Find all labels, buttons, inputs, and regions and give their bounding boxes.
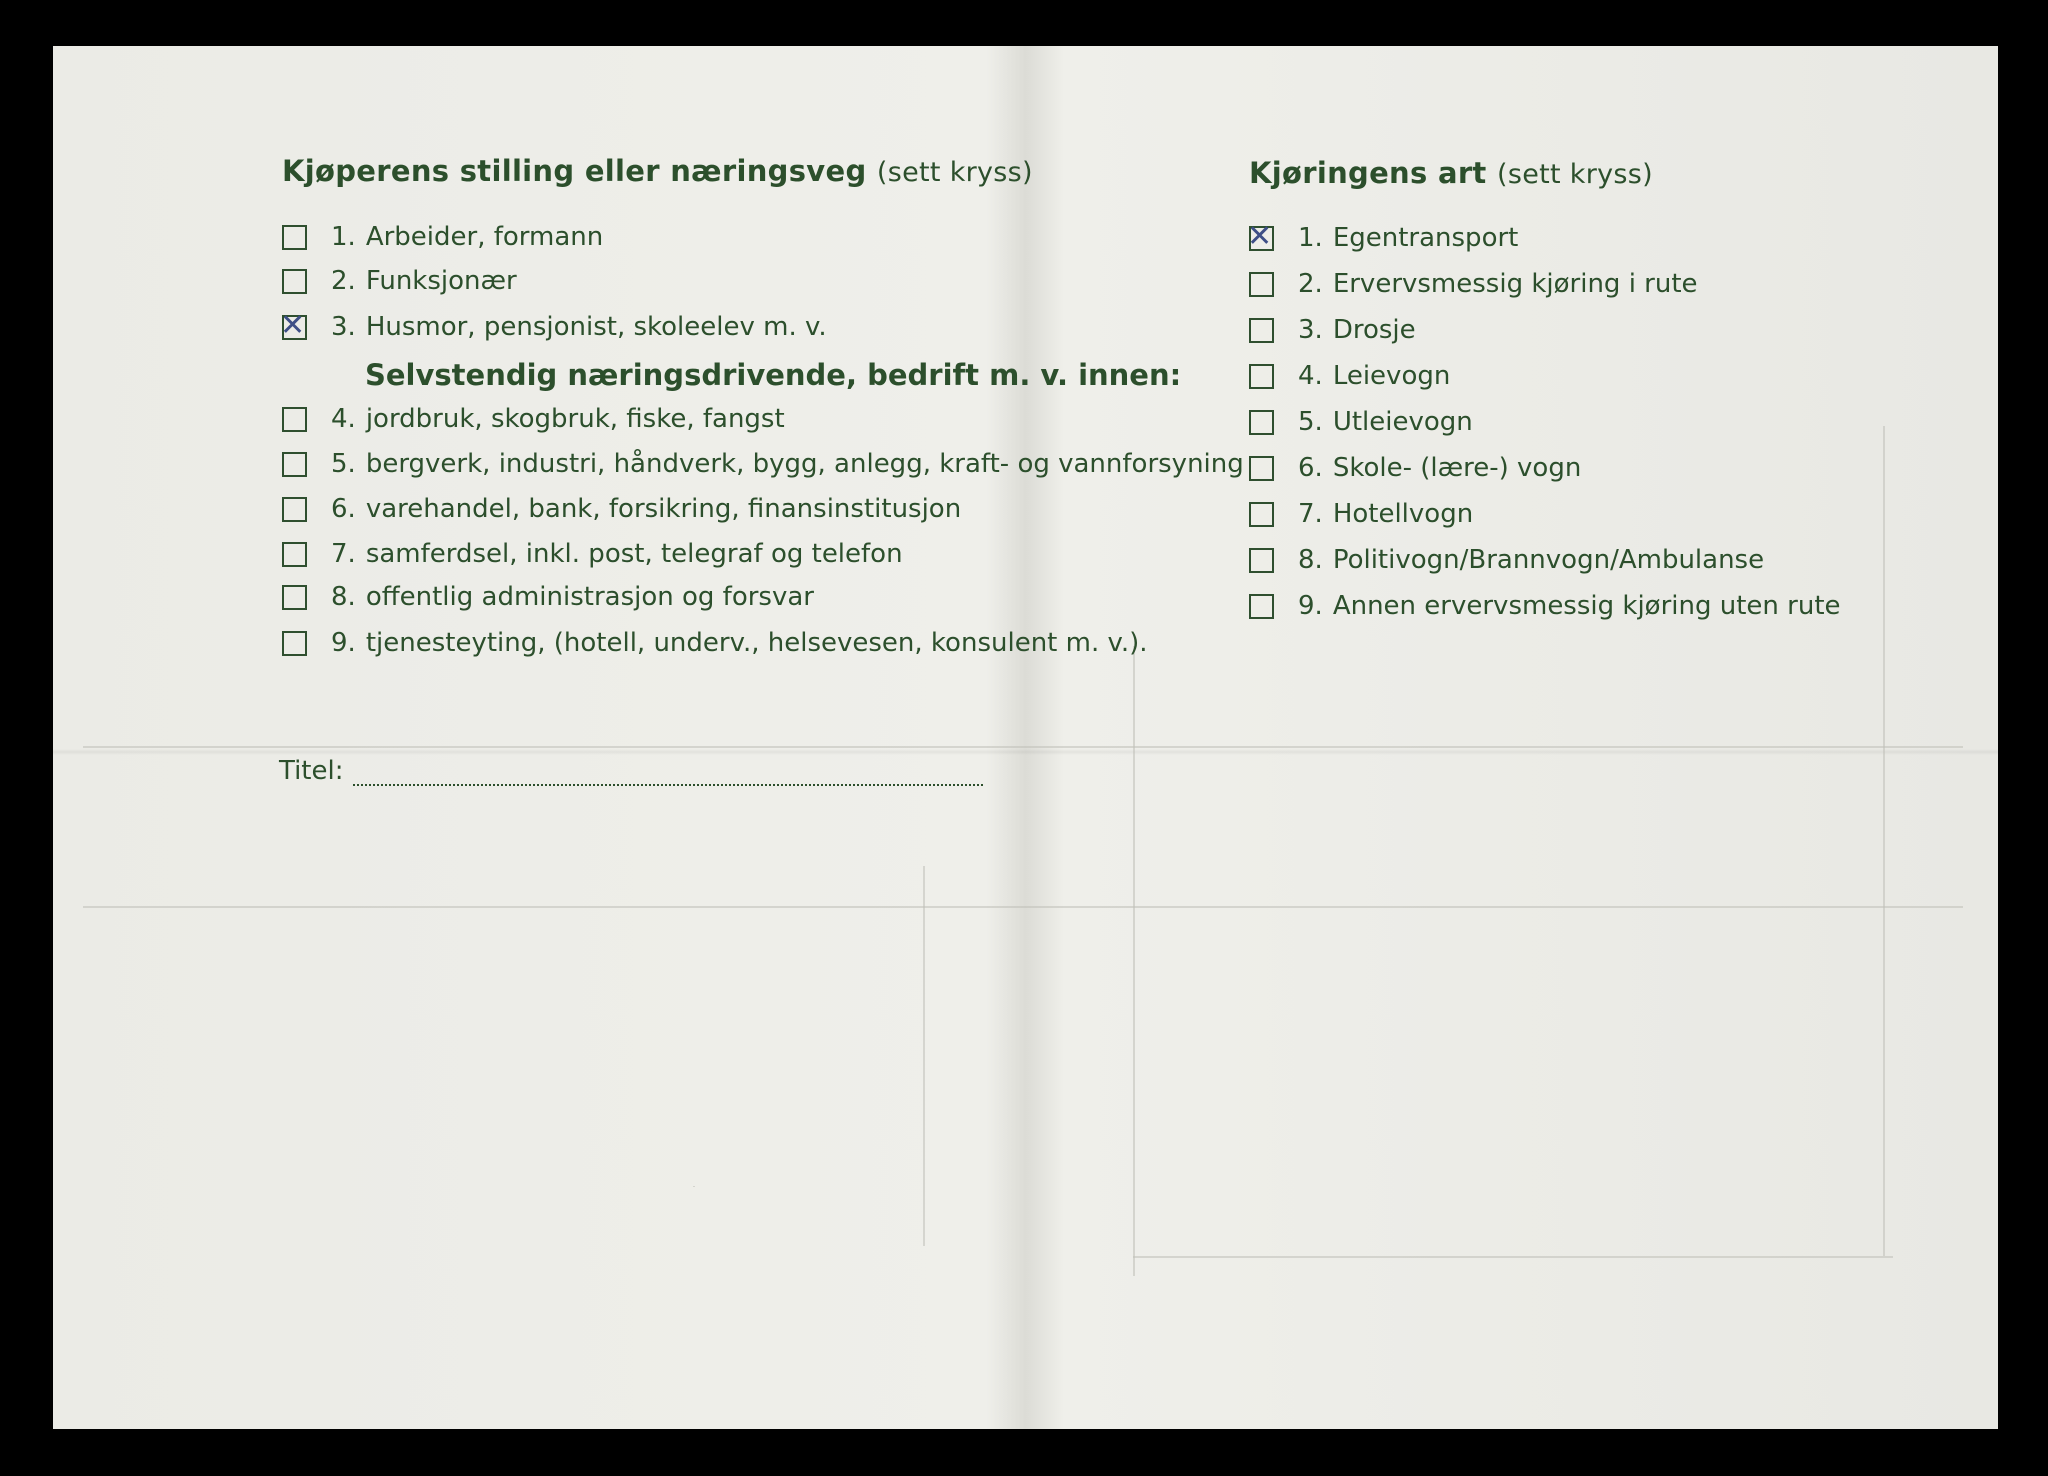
bleed-through-line [693,1186,695,1187]
option-label: Annen ervervsmessig kjøring uten rute [1332,591,1841,621]
bleed-through-line [83,746,1963,748]
option-number: 6. [331,494,356,524]
checkbox[interactable] [282,585,307,610]
title-label: Titel: [279,756,344,786]
occupation-option-3[interactable] [280,307,827,344]
option-label: Egentransport [1332,223,1519,253]
occupation-option-6[interactable] [282,492,961,526]
option-label: Hotellvogn [1332,499,1474,529]
checkbox[interactable] [1249,410,1274,435]
option-number: 4. [1298,361,1323,391]
option-label: samferdsel, inkl. post, telegraf og telefon [365,539,903,569]
driving-option-2[interactable] [1249,267,1698,301]
option-label: Funksjonær [365,266,517,296]
option-label: Arbeider, formann [365,222,604,252]
option-number: 4. [331,404,356,434]
option-label: tjenesteyting, (hotell, underv., helsevesen, konsulent m. v.). [365,628,1148,658]
checkbox[interactable] [1249,318,1274,343]
option-number: 3. [331,312,356,342]
driving-option-4[interactable] [1249,359,1450,393]
occupation-option-8[interactable] [282,580,814,614]
option-label: Husmor, pensjonist, skoleelev m. v. [365,312,827,342]
option-label: bergverk, industri, håndverk, bygg, anlegg, kraft- og vannforsyning [365,449,1244,479]
option-number: 7. [331,539,356,569]
checkbox[interactable] [282,407,307,432]
driving-option-9[interactable] [1249,589,1841,623]
title-field[interactable] [279,756,983,786]
title-dotted-line[interactable] [353,762,983,786]
option-number: 5. [1298,407,1323,437]
checkbox[interactable] [282,269,307,294]
driving-option-7[interactable] [1249,497,1473,531]
occupation-option-4[interactable] [282,402,785,436]
option-number: 1. [331,222,356,252]
bleed-through-line [923,866,925,1246]
bleed-through-line [1883,426,1885,1256]
option-number: 2. [1298,269,1323,299]
fold-crease [53,749,1998,755]
bleed-through-line [1133,1256,1893,1258]
checkbox[interactable] [282,497,307,522]
option-label: offentlig administrasjon og forsvar [365,582,814,612]
option-number: 9. [1298,591,1323,621]
option-number: 8. [1298,545,1323,575]
option-label: Drosje [1332,315,1416,345]
cross-mark-icon: ✕ [280,307,306,343]
checkbox[interactable] [1249,456,1274,481]
checkbox-checked[interactable] [280,307,307,343]
occupation-option-1[interactable] [282,220,603,254]
occupation-option-2[interactable] [282,264,517,298]
occupation-option-7[interactable] [282,537,903,571]
driving-option-8[interactable] [1249,543,1764,577]
driving-option-5[interactable] [1249,405,1473,439]
checkbox-checked[interactable] [1247,218,1274,254]
option-number: 6. [1298,453,1323,483]
option-number: 5. [331,449,356,479]
option-number: 9. [331,628,356,658]
bleed-through-line [1133,646,1135,1276]
option-number: 2. [331,266,356,296]
checkbox[interactable] [282,631,307,656]
option-label: jordbruk, skogbruk, fiske, fangst [365,404,785,434]
checkbox[interactable] [1249,548,1274,573]
option-number: 8. [331,582,356,612]
driving-option-3[interactable] [1249,313,1416,347]
option-label: Skole- (lære-) vogn [1332,453,1582,483]
bleed-through-line [83,906,1963,908]
driving-option-6[interactable] [1249,451,1581,485]
form-back-page [53,46,1998,1429]
checkbox[interactable] [1249,272,1274,297]
checkbox[interactable] [1249,502,1274,527]
option-label: Utleievogn [1332,407,1473,437]
occupation-option-5[interactable] [282,447,1244,481]
option-number: 3. [1298,315,1323,345]
occupation-option-9[interactable] [282,626,1148,660]
cross-mark-icon: ✕ [1247,218,1273,254]
option-label: Leievogn [1332,361,1451,391]
self-employed-subheading: Selvstendig næringsdrivende, bedrift m. v. innen: [365,358,1182,392]
checkbox[interactable] [1249,594,1274,619]
checkbox[interactable] [282,452,307,477]
checkbox[interactable] [282,542,307,567]
driving-option-1[interactable] [1247,218,1519,255]
option-label: Politivogn/Brannvogn/Ambulanse [1332,545,1765,575]
driving-type-heading: Kjøringens art (sett kryss) [1249,156,1653,190]
buyer-occupation-heading: Kjøperens stilling eller næringsveg (sett kryss) [282,154,1033,188]
option-number: 1. [1298,223,1323,253]
option-label: Ervervsmessig kjøring i rute [1332,269,1698,299]
option-number: 7. [1298,499,1323,529]
checkbox[interactable] [282,225,307,250]
checkbox[interactable] [1249,364,1274,389]
option-label: varehandel, bank, forsikring, finansinstitusjon [365,494,962,524]
